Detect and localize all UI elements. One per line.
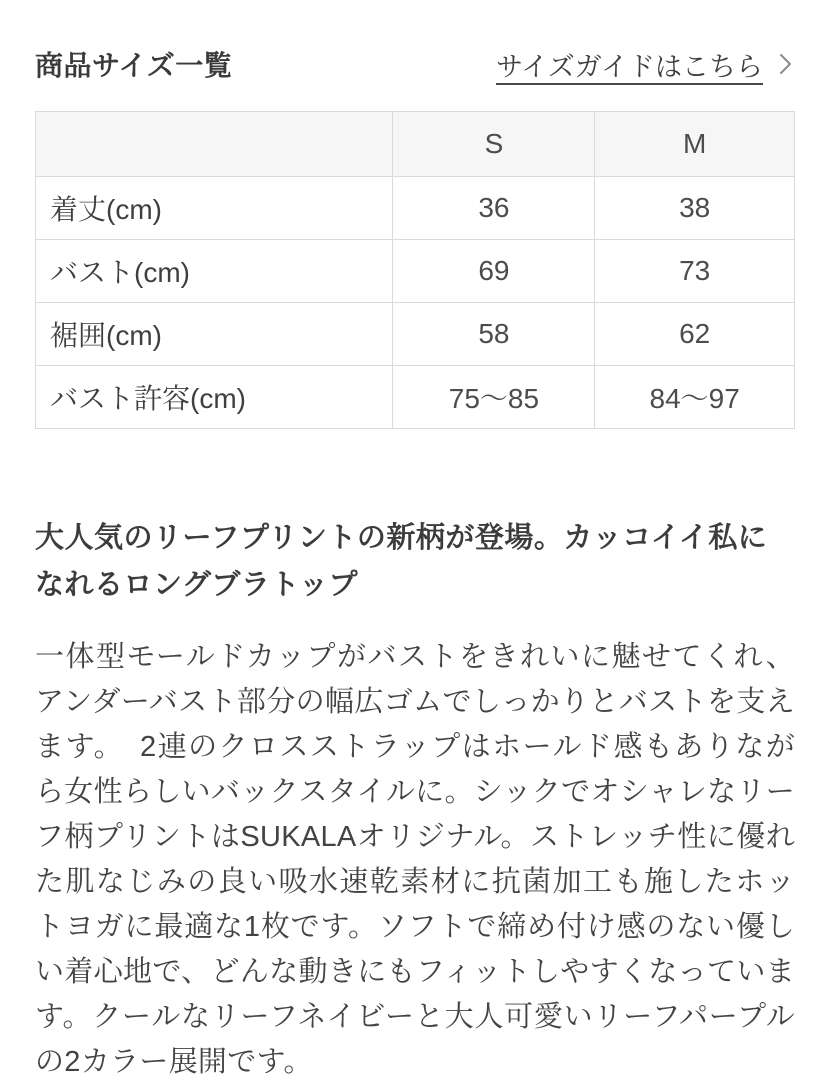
size-table-col-header-m: M [595,112,795,177]
row-label-bust: バスト(cm) [36,240,393,303]
page-title: 商品サイズ一覧 [35,50,233,81]
row-value-hem-s: 58 [393,303,595,366]
description-body: 一体型モールドカップがバストをきれいに魅せてくれ、アンダーバスト部分の幅広ゴムでしっかりとバストを支えます。 2連のクロスストラップはホールド感もありながら女性らしいバックスタイルに。シックでオシャレなリーフ柄プリントはSUKALAオリジナル。ストレッチ性に優れた肌なじみの良い吸水速乾素材に抗菌加工も施したホットヨガに最適な1枚です。ソフトで締め付け感のない優しい着心地で、どんな動きにもフィットしやすくなっています。クールなリーフネイビーと大人可愛いリーフパープルの2カラー展開です。 [35,641,795,1078]
row-value-length-m: 38 [595,177,795,240]
size-table [35,111,795,429]
row-value-length-s: 36 [393,177,595,240]
table-row [36,303,795,366]
row-value-bust-m: 73 [595,240,795,303]
size-guide-link[interactable] [496,45,795,84]
section-header [35,0,795,84]
size-table-col-header-s: S [393,112,595,177]
description-heading: 大人気のリーフプリントの新柄が登場。カッコイイ私になれるロングブラトップ [35,522,768,601]
row-value-bust-allowance-s: 75〜85 [393,366,595,429]
size-guide-link-label: サイズガイドはこちら [495,51,763,82]
row-value-hem-m: 62 [595,303,795,366]
chevron-right-icon [775,50,795,78]
row-label-length: 着丈(cm) [36,177,393,240]
row-value-bust-allowance-m: 84〜97 [595,366,795,429]
size-table-corner-cell [36,112,393,177]
size-table-header-row [36,112,795,177]
table-row [36,240,795,303]
row-value-bust-s: 69 [393,240,595,303]
table-row [36,366,795,429]
row-label-hem: 裾囲(cm) [36,303,393,366]
product-description [35,515,795,1080]
row-label-bust-allowance: バスト許容(cm) [36,366,393,429]
table-row [36,177,795,240]
